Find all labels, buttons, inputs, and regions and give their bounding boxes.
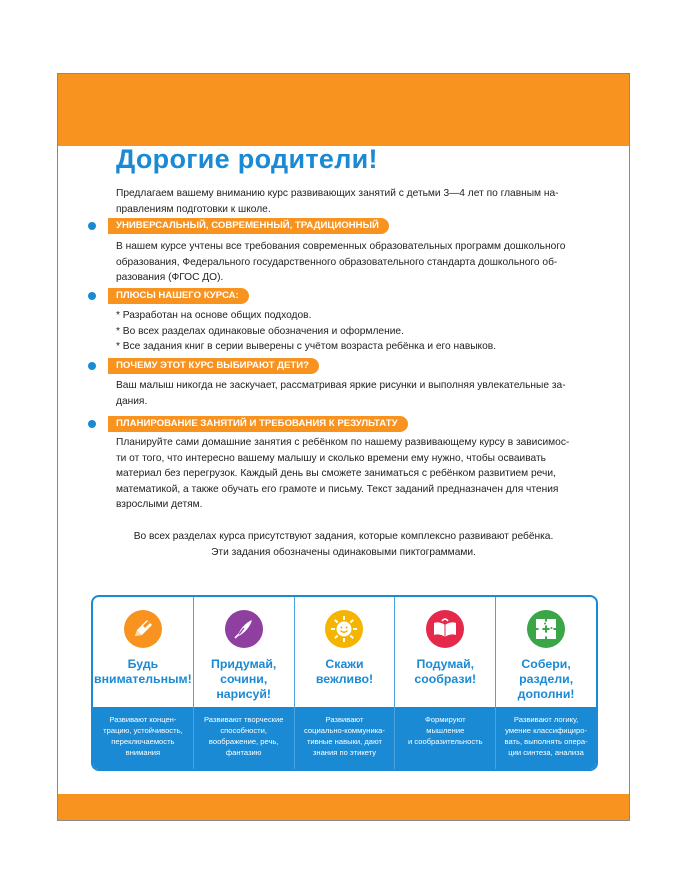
card-desc-line: Развивают логику, bbox=[513, 715, 579, 724]
card-attentive bbox=[93, 597, 194, 769]
section-paragraph-advantages bbox=[116, 308, 586, 355]
card-desc-line: умение классифициро- bbox=[505, 726, 588, 735]
card-desc-line: и сообразительность bbox=[408, 737, 483, 746]
card-title-line: Придумай, bbox=[211, 657, 277, 671]
pictogram-cards bbox=[91, 595, 598, 771]
card-title-line: сочини, bbox=[220, 672, 268, 686]
card-desc-line: Формируют bbox=[424, 715, 466, 724]
text-line: * Во всех разделах одинаковые обозначения и оформление. bbox=[116, 325, 404, 337]
puzzle-icon bbox=[527, 610, 565, 648]
text-line: правлениям подготовки к школе. bbox=[116, 203, 271, 215]
card-description bbox=[496, 707, 596, 771]
text-line: Эти задания обозначены одинаковыми пиктограммами. bbox=[211, 546, 476, 558]
text-line: В нашем курсе учтены все требования современных образовательных программ дошкольного bbox=[116, 241, 566, 252]
section-heading-label: УНИВЕРСАЛЬНЫЙ, СОВРЕМЕННЫЙ, ТРАДИЦИОННЫЙ bbox=[108, 218, 389, 234]
text-line: ти от того, что интересно вашему малышу и сколько времени ему нужно, чтобы осваивать bbox=[116, 452, 546, 464]
card-title-line: внимательным! bbox=[94, 672, 192, 686]
card-title-line: Собери, bbox=[521, 657, 571, 671]
card-desc-line: трацию, устойчивость, bbox=[103, 726, 183, 735]
section-paragraph-planning bbox=[116, 435, 586, 513]
card-title-line: нарисуй! bbox=[216, 687, 272, 701]
card-title bbox=[93, 657, 193, 687]
section-heading-universal bbox=[88, 218, 389, 234]
intro-paragraph bbox=[116, 186, 586, 217]
text-line: Во всех разделах курса присутствуют задания, которые комплексно развивают ребёнка. bbox=[133, 531, 554, 542]
text-line: * Все задания книг в серии выверены с учётом возраста ребёнка и его навыков. bbox=[116, 341, 497, 352]
card-desc-line: социально-коммуника- bbox=[304, 726, 385, 735]
section-heading-advantages bbox=[88, 288, 249, 304]
card-desc-line: знания по этикету bbox=[312, 748, 377, 757]
card-desc-line: Развивают bbox=[325, 715, 364, 724]
bullet-dot bbox=[88, 420, 96, 428]
card-desc-line: воображение, речь, bbox=[208, 737, 279, 746]
quill-icon bbox=[225, 610, 263, 648]
card-desc-line: внимания bbox=[125, 748, 161, 757]
card-think bbox=[395, 597, 496, 769]
closing-paragraph bbox=[58, 529, 629, 560]
card-desc-line: Развивают творческие bbox=[203, 715, 284, 724]
card-description bbox=[395, 707, 495, 771]
card-title bbox=[194, 657, 294, 702]
card-title-line: дополни! bbox=[517, 687, 575, 701]
card-title-line: Будь bbox=[127, 657, 159, 671]
text-line: дания. bbox=[116, 395, 148, 407]
card-create bbox=[194, 597, 295, 769]
card-desc-line: мышление bbox=[426, 726, 465, 735]
bullet-dot bbox=[88, 222, 96, 230]
text-line: разования (ФГОС ДО). bbox=[116, 272, 224, 283]
section-heading-label: ПОЧЕМУ ЭТОТ КУРС ВЫБИРАЮТ ДЕТИ? bbox=[108, 358, 319, 374]
text-line: Планируйте сами домашние занятия с ребёнком по нашему развивающему курсу в зависимос- bbox=[116, 437, 570, 448]
card-desc-line: ции синтеза, анализа bbox=[508, 748, 584, 757]
open-book-icon bbox=[426, 610, 464, 648]
card-title bbox=[295, 657, 395, 687]
card-title bbox=[395, 657, 495, 687]
card-desc-line: Развивают концен- bbox=[109, 715, 177, 724]
section-heading-label: ПЛЮСЫ НАШЕГО КУРСА: bbox=[108, 288, 249, 304]
smiling-sun-icon bbox=[325, 610, 363, 648]
text-line: Предлагаем вашему вниманию курс развивающих занятий с детьми 3—4 лет по главным на- bbox=[116, 188, 559, 199]
top-orange-band bbox=[58, 74, 629, 146]
section-heading-planning bbox=[88, 416, 408, 432]
card-title-line: Подумай, bbox=[416, 657, 475, 671]
card-title bbox=[496, 657, 596, 702]
card-description bbox=[194, 707, 294, 771]
card-desc-line: переключаемость bbox=[111, 737, 175, 746]
card-title-line: раздели, bbox=[519, 672, 574, 686]
card-title-line: Скажи bbox=[325, 657, 364, 671]
card-assemble bbox=[496, 597, 596, 769]
section-paragraph-why bbox=[116, 378, 586, 409]
text-line: математикой, а также обучать его грамоте и письму. Текст заданий предназначен для чтения bbox=[116, 483, 559, 495]
section-paragraph-universal bbox=[116, 239, 586, 286]
text-line: образования, Федерального государственного образовательного стандарта дошкольного об- bbox=[116, 256, 558, 268]
card-polite bbox=[295, 597, 396, 769]
pencil-icon bbox=[124, 610, 162, 648]
card-desc-line: фантазию bbox=[225, 748, 262, 757]
section-heading-label: ПЛАНИРОВАНИЕ ЗАНЯТИЙ И ТРЕБОВАНИЯ К РЕЗУЛЬТАТУ bbox=[108, 416, 408, 432]
text-line: взрослыми детям. bbox=[116, 499, 203, 510]
bullet-dot bbox=[88, 292, 96, 300]
card-description bbox=[93, 707, 193, 771]
card-desc-line: вать, выполнять опера- bbox=[504, 737, 588, 746]
text-line: * Разработан на основе общих подходов. bbox=[116, 310, 312, 321]
page bbox=[57, 73, 630, 821]
card-desc-line: тивные навыки, дают bbox=[306, 737, 383, 746]
bottom-orange-band bbox=[58, 794, 629, 820]
text-line: материал без перегрузок. Каждый день вы сможете заниматься с ребёнком развитием речи, bbox=[116, 468, 556, 479]
card-title-line: вежливо! bbox=[315, 672, 374, 686]
text-line: Ваш малыш никогда не заскучает, рассматривая яркие рисунки и выполняя увлекательные за- bbox=[116, 380, 566, 391]
card-title-line: сообрази! bbox=[414, 672, 477, 686]
section-heading-why bbox=[88, 358, 319, 374]
page-title: Дорогие родители! bbox=[116, 144, 378, 174]
card-description bbox=[295, 707, 395, 771]
bullet-dot bbox=[88, 362, 96, 370]
card-desc-line: способности, bbox=[220, 726, 268, 735]
